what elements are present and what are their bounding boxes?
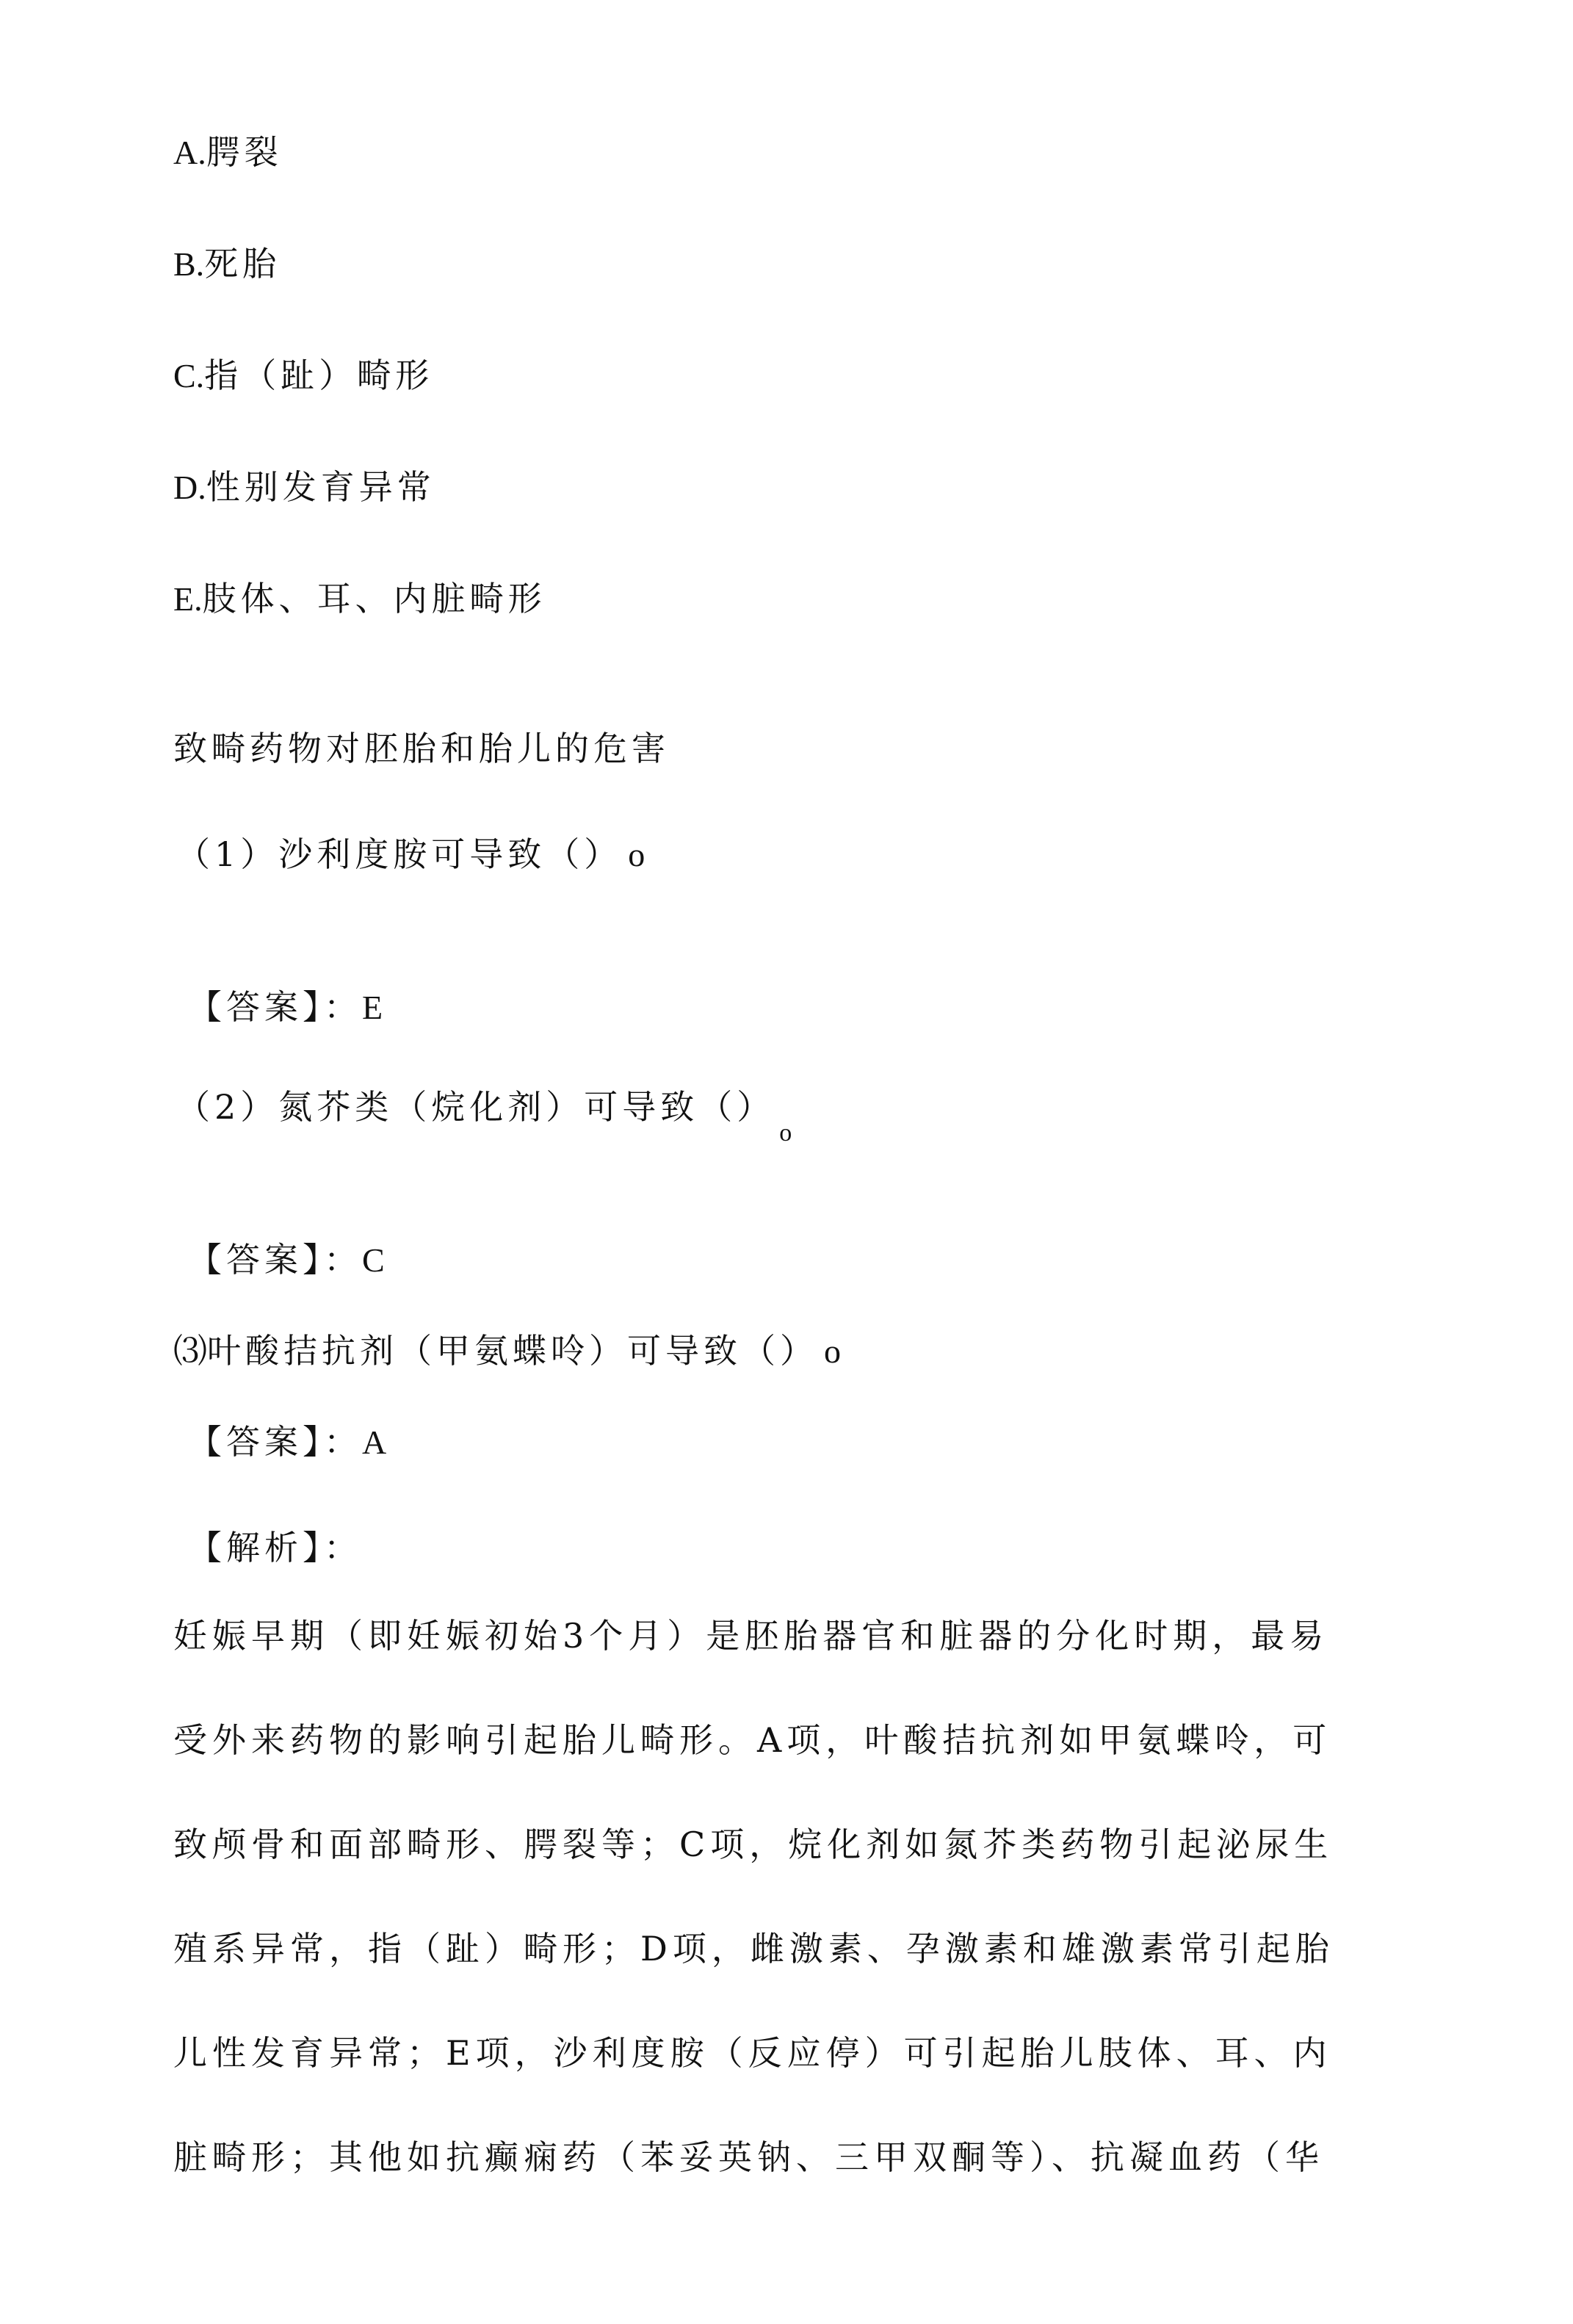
option-letter: A.	[173, 134, 206, 171]
question-text: 叶酸拮抗剂（甲氨蝶呤）可导致（）	[207, 1331, 818, 1371]
option-text: 指（趾）畸形	[204, 356, 434, 395]
question-end-mark: o	[824, 1332, 841, 1370]
option-letter: C.	[173, 357, 205, 394]
analysis-line: 妊娠早期（即妊娠初始3个月）是胚胎器官和脏器的分化时期，最易	[173, 1616, 1329, 1656]
option-d	[173, 467, 435, 507]
analysis-line: 儿性发育异常；E项，沙利度胺（反应停）可引起胎儿肢体、耳、内	[173, 2033, 1332, 2073]
answer-value: A	[362, 1423, 387, 1461]
question-text: 氮芥类（烷化剂）可导致（）	[278, 1087, 775, 1127]
option-a	[173, 132, 283, 172]
option-c	[173, 358, 433, 393]
question-text: 沙利度胺可导致（）	[278, 834, 623, 874]
analysis-line: 受外来药物的影响引起胎儿畸形。A项，叶酸拮抗剂如甲氨蝶呤，可	[173, 1720, 1332, 1760]
analysis-label: 【解析】：	[188, 1528, 362, 1567]
question-number: ⑶	[173, 1332, 207, 1370]
section-title: 致畸药物对胚胎和胎儿的危害	[173, 729, 670, 768]
answer-2	[188, 1240, 385, 1280]
answer-label: 【答案】：	[188, 1240, 362, 1280]
question-1	[176, 834, 646, 874]
option-text: 性别发育异常	[206, 467, 435, 507]
option-text: 腭裂	[206, 132, 283, 172]
answer-label: 【答案】：	[188, 987, 362, 1027]
question-end-mark: o	[779, 1119, 792, 1147]
question-end-mark: o	[628, 836, 646, 873]
question-2	[176, 1087, 792, 1147]
answer-3	[188, 1422, 387, 1462]
question-number: （2）	[176, 1087, 279, 1127]
option-letter: D.	[173, 469, 206, 506]
question-3	[173, 1331, 841, 1371]
option-letter: E.	[173, 580, 203, 618]
analysis-line: 脏畸形；其他如抗癫痫药（苯妥英钠、三甲双酮等）、抗凝血药（华	[173, 2137, 1324, 2177]
answer-value: E	[362, 989, 383, 1026]
answer-label: 【答案】：	[188, 1422, 362, 1462]
question-number: （1）	[176, 834, 279, 874]
answer-value: C	[362, 1241, 385, 1279]
option-b	[173, 244, 281, 284]
option-text: 死胎	[204, 244, 281, 284]
option-text: 肢体、耳、内脏畸形	[202, 579, 546, 618]
answer-1	[188, 987, 383, 1027]
analysis-line: 致颅骨和面部畸形、腭裂等；C项，烷化剂如氮芥类药物引起泌尿生	[173, 1825, 1334, 1864]
option-letter: B.	[173, 245, 205, 283]
option-e	[173, 579, 546, 618]
analysis-line: 殖系异常，指（趾）畸形；D项，雌激素、孕激素和雄激素常引起胎	[173, 1929, 1334, 1968]
